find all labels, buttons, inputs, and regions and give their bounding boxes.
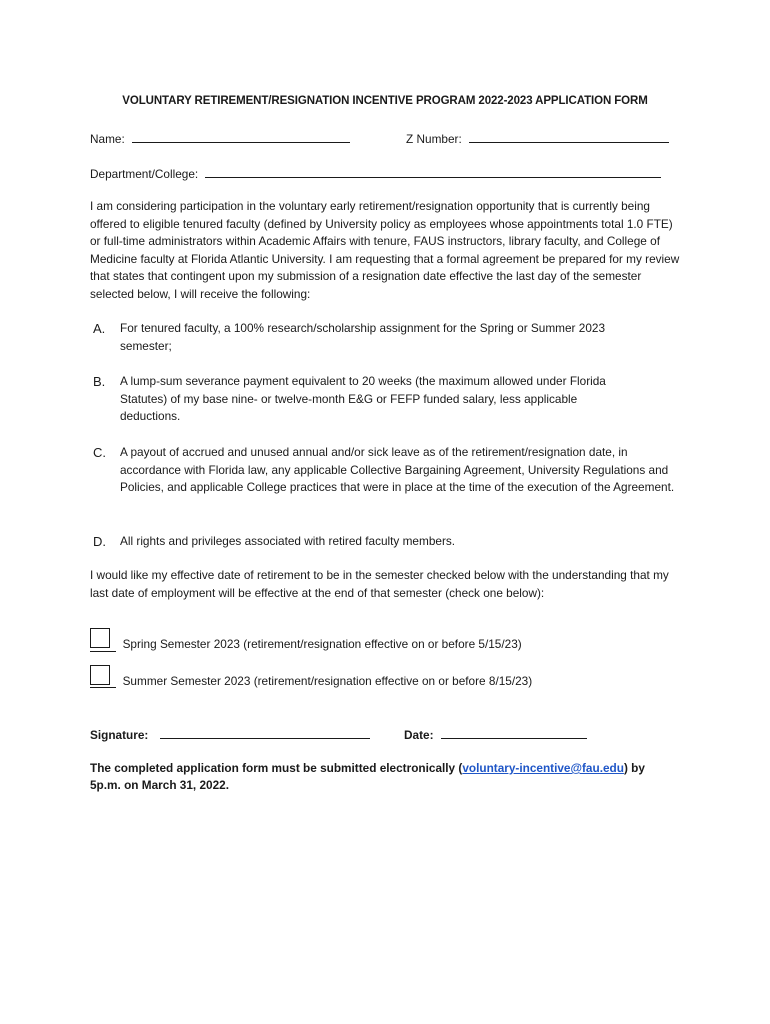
znumber-field: [406, 130, 669, 146]
summer-checkbox[interactable]: [90, 665, 110, 685]
submission-note: [90, 761, 645, 775]
znumber-label: Z Number:: [406, 132, 462, 146]
item-c: [93, 444, 106, 462]
form-title: VOLUNTARY RETIREMENT/RESIGNATION INCENTIVE PROGRAM 2022-2023 APPLICATION FORM: [122, 95, 648, 107]
submission-deadline: 5p.m. on March 31, 2022.: [90, 778, 229, 792]
name-field: [90, 130, 350, 146]
item-d-text: All rights and privileges associated with retired faculty members.: [120, 534, 456, 548]
item-letter: D.: [93, 534, 106, 549]
item-letter: C.: [93, 445, 106, 460]
email-link[interactable]: voluntary-incentive@fau.edu: [462, 761, 624, 775]
option-spring: [90, 628, 522, 651]
date-input-line[interactable]: [441, 726, 587, 739]
item-c-text: A payout of accrued and unused annual and/or sick leave as of the retirement/resignation date, in accordance with Florida law, any applicable Collective Bargaining Agreement, University Regulations and Policies, and applicable College practices that were in place at the time of the execution of the Agreement.: [120, 445, 675, 495]
summer-option-label: Summer Semester 2023 (retirement/resignation effective on or before 8/15/23): [122, 674, 533, 688]
signature-input-line[interactable]: [160, 726, 370, 739]
item-letter: B.: [93, 374, 106, 389]
item-a-text: For tenured faculty, a 100% research/scholarship assignment for the Spring or Summer 2023 semester;: [120, 321, 606, 353]
name-label: Name:: [90, 132, 125, 146]
name-input-line[interactable]: [132, 130, 350, 143]
signature-label: Signature:: [90, 728, 149, 742]
spring-underline: [90, 651, 116, 652]
date-label: Date:: [404, 728, 434, 742]
option-summer: [90, 665, 532, 688]
item-b: [93, 373, 105, 391]
item-d: [93, 533, 106, 551]
znumber-input-line[interactable]: [469, 130, 669, 143]
submission-text: The completed application form must be submitted electronically (: [90, 761, 463, 775]
signature-field: [90, 726, 370, 742]
spring-checkbox[interactable]: [90, 628, 110, 648]
department-field: [90, 165, 661, 181]
date-field: [404, 726, 587, 742]
semester-paragraph: I would like my effective date of retirement to be in the semester checked below with the understanding that my last date of employment will be effective at the end of that semester (check one below):: [90, 568, 669, 600]
department-input-line[interactable]: [205, 165, 661, 178]
spring-option-label: Spring Semester 2023 (retirement/resignation effective on or before 5/15/23): [122, 637, 522, 651]
item-b-text: A lump-sum severance payment equivalent to 20 weeks (the maximum allowed under Florida Statutes) of my base nine- or twelve-month E&G or FEFP funded salary, less applicable deductions.: [120, 374, 606, 424]
intro-paragraph: I am considering participation in the voluntary early retirement/resignation opportunity that is currently being offered to eligible tenured faculty (defined by University policy as employees whose appointments total 1.0 FTE) or full-time administrators within Academic Affairs with tenure, FAUS instructors, library faculty, and College of Medicine faculty at Florida Atlantic University. I am requesting that a formal agreement be prepared for my review that states that contingent upon my submission of a resignation date effective the last day of the semester selected below, I will receive the following:: [90, 199, 680, 301]
submission-text-end: ) by: [623, 761, 645, 775]
department-label: Department/College:: [90, 167, 199, 181]
summer-underline: [90, 687, 116, 688]
item-letter: A.: [93, 321, 106, 336]
item-a: [93, 320, 105, 338]
